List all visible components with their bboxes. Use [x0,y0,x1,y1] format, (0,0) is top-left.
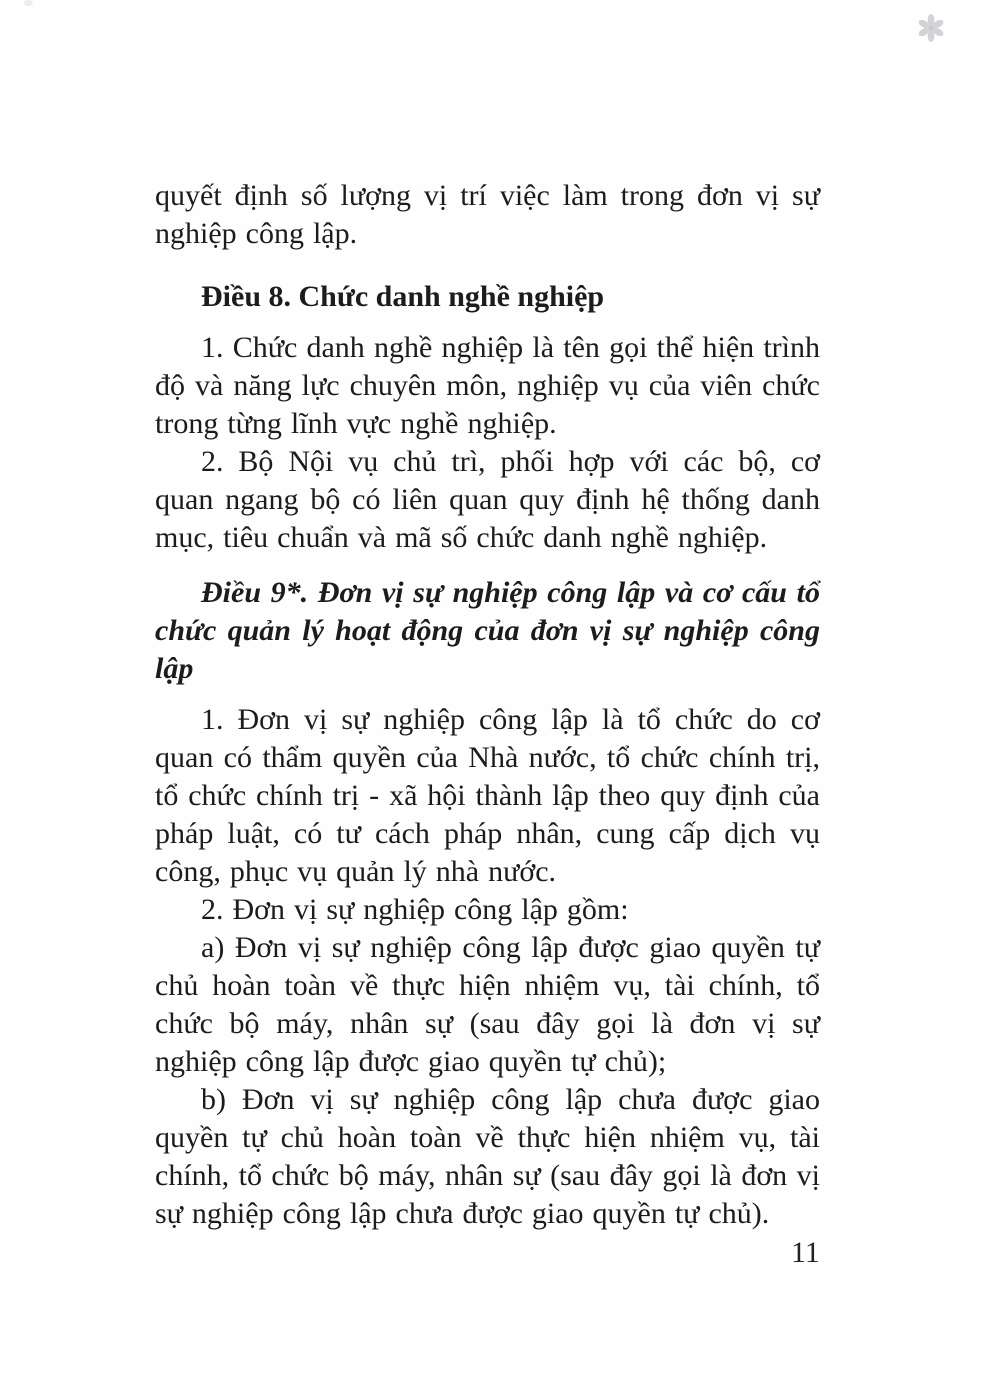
article-9-clause-1: 1. Đơn vị sự nghiệp công lập là tổ chức do cơ quan có thẩm quyền của Nhà nước, tổ chức chính trị, tổ chức chính trị - xã hội thành lập theo quy định của pháp luật, có tư cách pháp nhân, cung cấp dịch vụ công, phục vụ quản lý nhà nước. [155,703,820,888]
article-8-heading: Điều 8. Chức danh nghề nghiệp [201,280,605,313]
article-8-clause-1: 1. Chức danh nghề nghiệp là tên gọi thể hiện trình độ và năng lực chuyên môn, nghiệp vụ của viên chức trong từng lĩnh vực nghề nghiệp. [155,331,820,440]
article-9-clause-2a: a) Đơn vị sự nghiệp công lập được giao quyền tự chủ hoàn toàn về thực hiện nhiệm vụ, tài chính, tổ chức bộ máy, nhân sự (sau đây gọi là đơn vị sự nghiệp công lập được giao quyền tự chủ); [155,931,820,1078]
article-8-clause-2: 2. Bộ Nội vụ chủ trì, phối hợp với các bộ, cơ quan ngang bộ có liên quan quy định hệ thống danh mục, tiêu chuẩn và mã số chức danh nghề nghiệp. [155,445,820,554]
article-9-clause-2: 2. Đơn vị sự nghiệp công lập gồm: [201,893,629,926]
paragraph-continuation-from-previous-page: quyết định số lượng vị trí việc làm trong đơn vị sự nghiệp công lập. [155,179,820,250]
flower-ornament-icon [916,13,946,43]
article-9-clause-2b: b) Đơn vị sự nghiệp công lập chưa được giao quyền tự chủ hoàn toàn về thực hiện nhiệm vụ, tài chính, tổ chức bộ máy, nhân sự (sau đây gọi là đơn vị sự nghiệp công lập chưa được giao quyền tự chủ). [155,1083,820,1230]
page-number: 11 [791,1236,820,1269]
law-article-text [155,177,820,1233]
scan-artifact-speck [24,0,33,6]
article-9-heading: Điều 9*. Đơn vị sự nghiệp công lập và cơ cấu tổ chức quản lý hoạt động của đơn vị sự nghiệp công lập [155,576,820,685]
